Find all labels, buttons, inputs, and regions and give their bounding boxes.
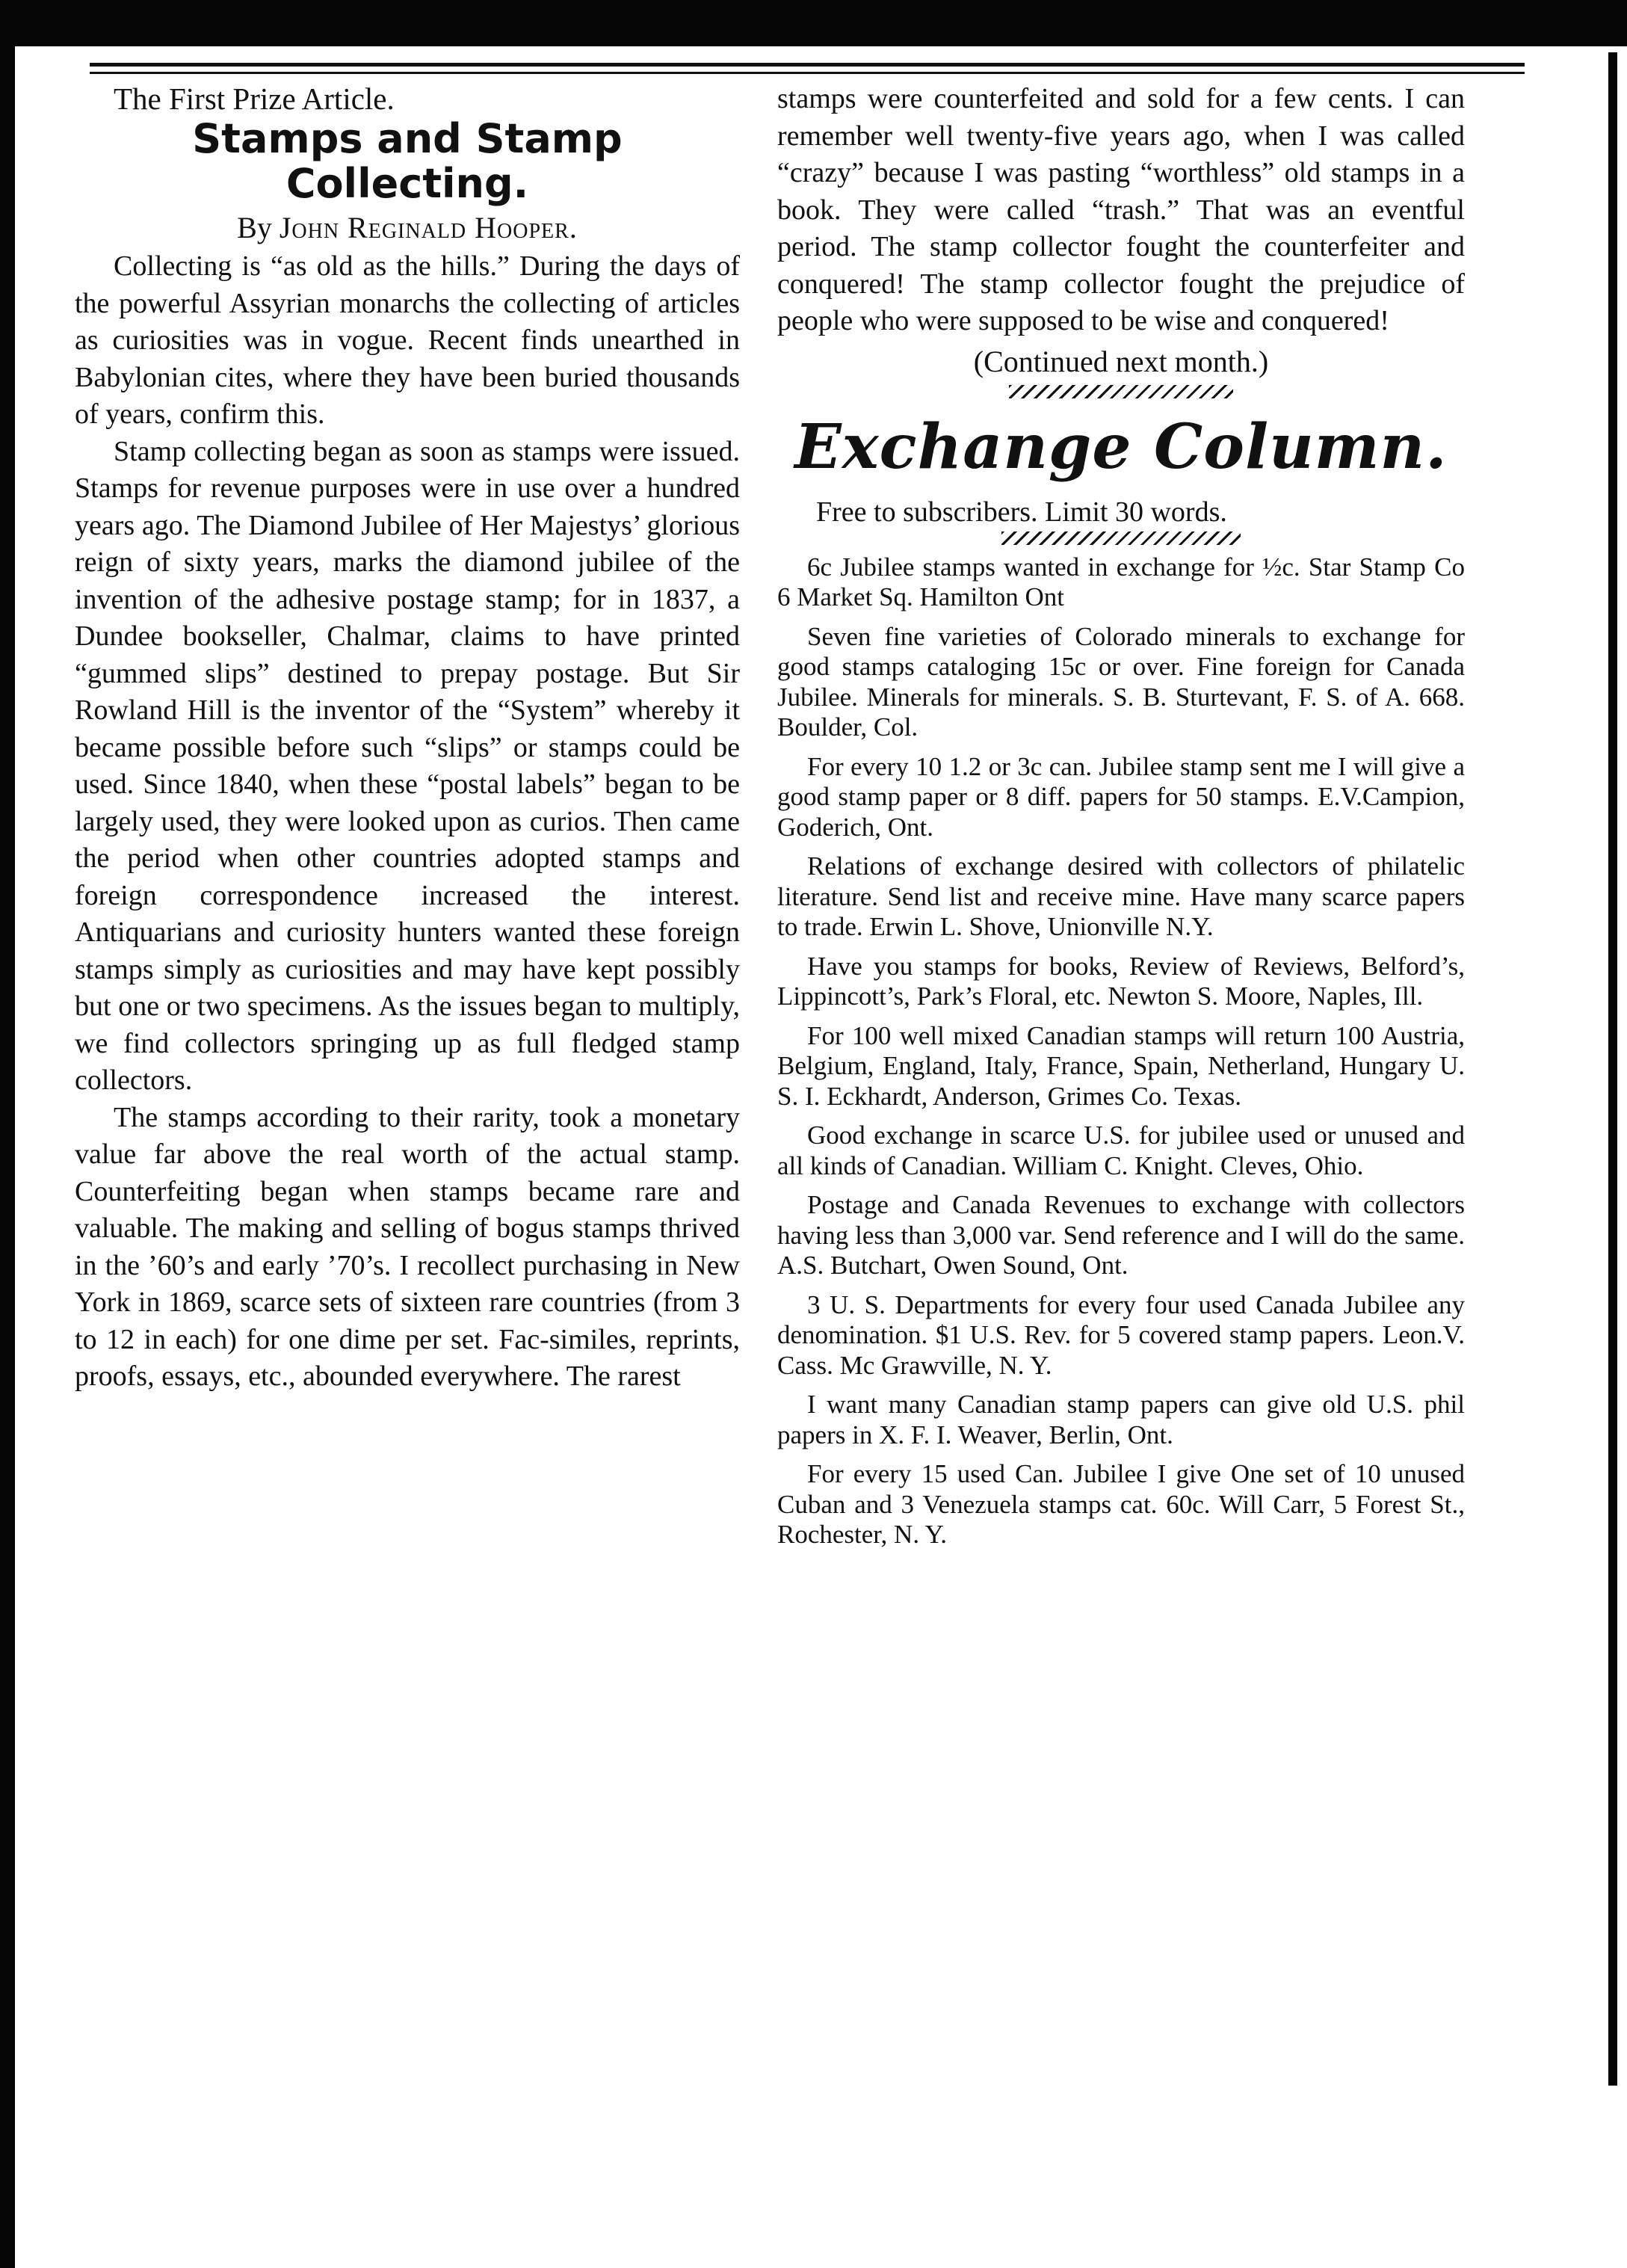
left-border-bar: [0, 22, 15, 2268]
article-title-line2: Collecting.: [285, 160, 529, 207]
right-column: [777, 81, 1465, 1559]
header-rule-thin: [90, 72, 1525, 74]
exchange-column-title: Exchange Column.: [794, 410, 1448, 483]
exchange-ads: [777, 552, 1465, 1550]
exchange-ad: Seven fine varieties of Colorado minerals to exchange for good stamps cataloging 15c or over. Fine foreign for Canada Jubilee. Minerals for minerals. S. B. Sturtevant, F. S. of A. 668. Boulder, Col.: [777, 621, 1465, 742]
exchange-terms: Free to subscribers. Limit 30 words.: [816, 496, 1227, 528]
exchange-ad: For 100 well mixed Canadian stamps will return 100 Austria, Belgium, England, Italy, France, Spain, Netherland, Hungary U. S. I. Eckhardt, Anderson, Grimes Co. Texas.: [777, 1020, 1465, 1111]
right-border-bar: [1608, 52, 1617, 2086]
continued-note: (Continued next month.): [973, 344, 1269, 378]
byline-prefix: By: [237, 211, 272, 244]
exchange-ad: Have you stamps for books, Review of Reviews, Belford’s, Lippincott’s, Park’s Floral, etc. Newton S. Moore, Naples, Ill.: [777, 951, 1465, 1011]
exchange-ad: For every 15 used Can. Jubilee I give One set of 10 unused Cuban and 3 Venezuela stamps cat. 60c. Will Carr, 5 Forest St., Rochester, N. Y.: [777, 1459, 1465, 1549]
header-rule-thick: [90, 63, 1525, 67]
exchange-ad: Postage and Canada Revenues to exchange with collectors having less than 3,000 var. Send reference and I will do the same. A.S. Butchart, Owen Sound, Ont.: [777, 1190, 1465, 1280]
exchange-ad: For every 10 1.2 or 3c can. Jubilee stamp sent me I will give a good stamp paper or 8 diff. papers for 50 stamps. E.V.Campion, Goderich, Ont.: [777, 751, 1465, 842]
article-paragraph: Stamp collecting began as soon as stamps were issued. Stamps for revenue purposes were in use over a hundred years ago. The Diamond Jubilee of Her Majestys’ glorious reign of sixty years, marks the diamond jubilee of the invention of the adhesive postage stamp; for in 1837, a Dundee bookseller, Chalmar, claims to have printed “gummed slips” destined to prepay postage. But Sir Rowland Hill is the inventor of the “System” whereby it became possible before such “slips” or stamps could be used. Since 1840, when these “postal labels” began to be largely used, they were looked upon as curios. Then came the period when other countries adopted stamps and foreign correspondence increased the interest. Antiquarians and curiosity hunters wanted these foreign stamps simply as curiosities and may have kept possibly but one or two specimens. As the issues began to multiply, we find collectors springing up as full fledged stamp collectors.: [75, 435, 740, 1096]
top-border-bar: [0, 0, 1627, 46]
wavy-divider: [1001, 531, 1241, 545]
exchange-ad: 3 U. S. Departments for every four used Canada Jubilee any denomination. $1 U.S. Rev. for 5 covered stamp papers. Leon.V. Cass. Mc Grawville, N. Y.: [777, 1289, 1465, 1380]
exchange-ad: Relations of exchange desired with collectors of philatelic literature. Send list and receive mine. Have many scarce papers to trade. Erwin L. Shove, Unionville N.Y.: [777, 851, 1465, 941]
exchange-ad: I want many Canadian stamp papers can give old U.S. phil papers in X. F. I. Weaver, Berlin, Ont.: [777, 1390, 1465, 1449]
article-title-line1: Stamps and Stamp: [192, 115, 623, 162]
exchange-ad: Good exchange in scarce U.S. for jubilee used or unused and all kinds of Canadian. William C. Knight. Cleves, Ohio.: [777, 1121, 1465, 1180]
exchange-ad: 6c Jubilee stamps wanted in exchange for ½c. Star Stamp Co 6 Market Sq. Hamilton Ont: [777, 552, 1465, 611]
wavy-divider: [1009, 385, 1233, 398]
byline-author: John Reginald Hooper.: [279, 211, 578, 244]
left-column: [75, 81, 740, 1396]
byline: [75, 209, 740, 247]
article-paragraph: The stamps according to their rarity, took a monetary value far above the real worth of the actual stamp. Counterfeiting began when stamps became rare and valuable. The making and selling of bogus stamps thrived in the ’60’s and early ’70’s. I recollect purchasing in New York in 1869, scarce sets of sixteen rare countries (from 3 to 12 in each) for one dime per set. Fac-similes, reprints, proofs, essays, etc., abounded everywhere. The rarest: [75, 1101, 740, 1392]
prize-line: The First Prize Article.: [114, 81, 395, 116]
article-continuation: stamps were counterfeited and sold for a few cents. I can remember well twenty-five years ago, when I was called “crazy” because I was pasting “worthless” old stamps in a book. They were called “trash.” That was an eventful period. The stamp collector fought the counterfeiter and conquered! The stamp collector fought the prejudice of people who were supposed to be wise and conquered!: [777, 83, 1465, 336]
article-paragraph: Collecting is “as old as the hills.” During the days of the powerful Assyrian monarchs the collecting of articles as curiosities was in vogue. Recent finds unearthed in Babylonian cites, where they have been buried thousands of years, confirm this.: [75, 250, 740, 430]
